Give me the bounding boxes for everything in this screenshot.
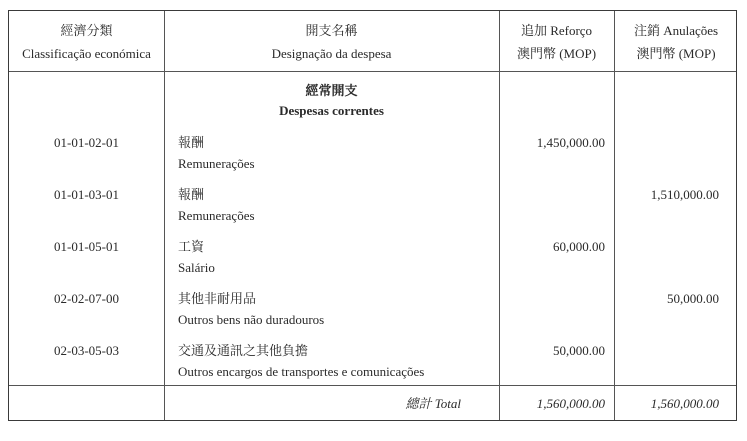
col-divider-3 xyxy=(614,11,615,420)
header-col4-pt: 澳門幣 (MOP) xyxy=(636,46,716,61)
row-1-name-pt: Remunerações xyxy=(178,156,255,171)
header-col3-zh: 追加 Reforço xyxy=(520,23,593,38)
row-4-anulacoes: 50,000.00 xyxy=(667,291,719,306)
header-col2-zh: 開支名稱 xyxy=(305,23,358,38)
total-label: 總計 Total xyxy=(405,396,461,411)
row-5-code: 02-03-05-03 xyxy=(54,343,119,358)
header-col1-pt: Classificação económica xyxy=(22,46,151,61)
row-1-name-zh: 報酬 xyxy=(178,135,205,150)
row-4-code: 02-02-07-00 xyxy=(54,291,119,306)
row-5-reforco: 50,000.00 xyxy=(553,343,605,358)
row-3-reforco: 60,000.00 xyxy=(553,239,605,254)
row-1-reforco: 1,450,000.00 xyxy=(536,135,605,150)
header-divider xyxy=(9,71,736,72)
row-2-code: 01-01-03-01 xyxy=(54,187,119,202)
header-col4-zh: 注銷 Anulações xyxy=(633,23,719,38)
row-2-name-pt: Remunerações xyxy=(178,208,255,223)
total-anulacoes: 1,560,000.00 xyxy=(650,396,719,411)
budget-table xyxy=(8,10,737,421)
section-title-zh: 經常開支 xyxy=(305,83,358,98)
header-col3-pt: 澳門幣 (MOP) xyxy=(516,46,597,61)
row-2-name-zh: 報酬 xyxy=(178,187,205,202)
row-2-anulacoes: 1,510,000.00 xyxy=(650,187,719,202)
row-4-name-zh: 其他非耐用品 xyxy=(178,291,257,306)
row-1-code: 01-01-02-01 xyxy=(54,135,119,150)
row-3-code: 01-01-05-01 xyxy=(54,239,119,254)
total-reforco: 1,560,000.00 xyxy=(536,396,605,411)
row-3-name-zh: 工資 xyxy=(178,239,205,254)
row-5-name-zh: 交通及通訊之其他負擔 xyxy=(178,343,309,358)
total-divider xyxy=(9,385,736,386)
col-divider-1 xyxy=(164,11,165,420)
row-3-name-pt: Salário xyxy=(178,260,215,275)
row-4-name-pt: Outros bens não duradouros xyxy=(178,312,325,327)
row-5-name-pt: Outros encargos de transportes e comunicações xyxy=(178,364,425,379)
section-title-pt: Despesas correntes xyxy=(279,103,384,118)
header-col1-zh: 經濟分類 xyxy=(60,23,113,38)
header-col2-pt: Designação da despesa xyxy=(271,46,392,61)
